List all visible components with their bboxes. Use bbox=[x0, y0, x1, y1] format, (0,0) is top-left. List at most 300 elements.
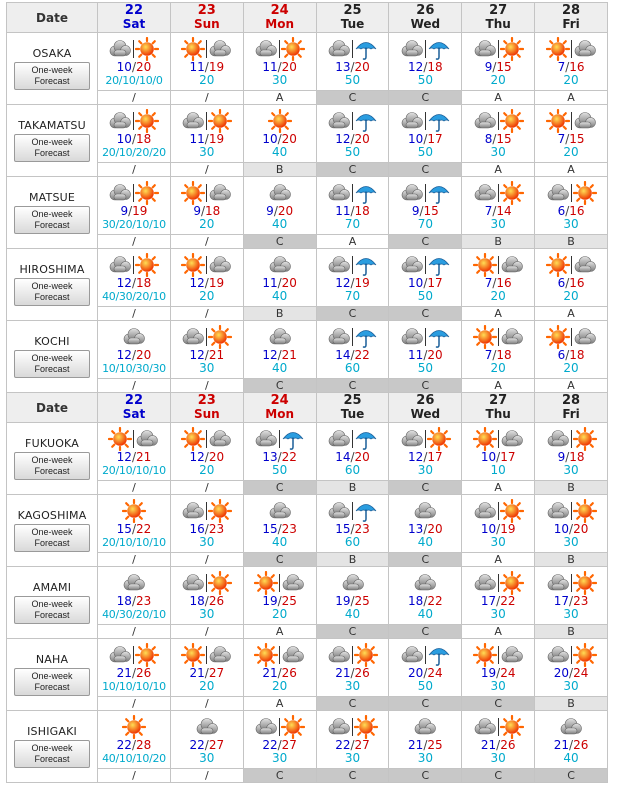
cloud-icon bbox=[473, 109, 497, 133]
button-label-line1: One-week bbox=[31, 455, 73, 465]
min-temp: 18 bbox=[408, 593, 424, 608]
temperature bbox=[98, 205, 170, 218]
temp-separator: / bbox=[496, 449, 501, 464]
temperature bbox=[317, 667, 389, 680]
cloud-icon bbox=[281, 643, 305, 667]
temperature bbox=[244, 595, 316, 608]
date-number: 22 bbox=[124, 3, 144, 18]
umbrella-icon bbox=[427, 37, 451, 61]
cloud-icon bbox=[546, 499, 570, 523]
button-label-line1: One-week bbox=[31, 671, 73, 681]
temp-separator: / bbox=[569, 737, 574, 752]
one-week-forecast-button-amami[interactable] bbox=[14, 596, 90, 624]
min-temp: 12 bbox=[116, 275, 132, 290]
max-temp: 20 bbox=[135, 59, 152, 74]
weather-icons bbox=[98, 427, 170, 451]
min-temp: 21 bbox=[116, 665, 132, 680]
temp-separator: / bbox=[350, 665, 355, 680]
reliability-cell: C bbox=[316, 697, 389, 711]
temp-separator: / bbox=[569, 521, 574, 536]
forecast-cell bbox=[389, 177, 462, 235]
min-temp: 10 bbox=[116, 59, 132, 74]
temperature bbox=[244, 133, 316, 146]
precip-probability: 50 bbox=[344, 144, 361, 159]
cloud-icon bbox=[573, 109, 597, 133]
max-temp: 23 bbox=[281, 521, 297, 536]
temperature bbox=[389, 595, 461, 608]
min-temp: 9 bbox=[266, 203, 274, 218]
date-header-day bbox=[389, 3, 462, 33]
precip-probability: 40 bbox=[344, 606, 361, 621]
weather-icons bbox=[98, 181, 170, 205]
reliability-cell: C bbox=[316, 91, 389, 105]
weather-icons bbox=[317, 181, 389, 205]
reliability-cell: / bbox=[170, 91, 243, 105]
forecast-cell bbox=[243, 639, 316, 697]
cloud-icon bbox=[400, 37, 424, 61]
min-temp: 12 bbox=[335, 131, 351, 146]
precip-probability: 30 bbox=[563, 606, 579, 621]
min-temp: 21 bbox=[408, 737, 424, 752]
sun-icon bbox=[135, 37, 159, 61]
weekday-name: Wed bbox=[410, 17, 441, 31]
max-temp: 21 bbox=[208, 347, 225, 362]
weekday-name: Mon bbox=[265, 17, 295, 31]
weather-icons bbox=[462, 37, 534, 61]
temp-separator: / bbox=[496, 521, 501, 536]
min-temp: 17 bbox=[480, 593, 497, 608]
reliability-cell: A bbox=[243, 625, 316, 639]
forecast-cell bbox=[98, 105, 171, 163]
one-week-forecast-button-kochi[interactable] bbox=[14, 350, 90, 378]
max-temp: 16 bbox=[569, 275, 585, 290]
one-week-forecast-button-fukuoka[interactable] bbox=[14, 452, 90, 480]
one-week-forecast-button-kagoshima[interactable] bbox=[14, 524, 90, 552]
reliability-row-ishigaki bbox=[7, 769, 608, 783]
icon-separator bbox=[425, 256, 426, 274]
forecast-cell bbox=[98, 177, 171, 235]
temp-separator: / bbox=[277, 593, 282, 608]
icon-separator bbox=[352, 184, 353, 202]
reliability-cell: A bbox=[243, 91, 316, 105]
min-temp: 21 bbox=[189, 665, 205, 680]
min-temp: 10 bbox=[116, 131, 132, 146]
cloud-icon bbox=[254, 715, 278, 739]
precip-probability: 40 bbox=[272, 144, 288, 159]
precip-probability: 50 bbox=[417, 144, 433, 159]
sun-icon bbox=[208, 109, 232, 133]
cloud-icon bbox=[208, 427, 232, 451]
temp-separator: / bbox=[204, 593, 209, 608]
umbrella-icon bbox=[427, 109, 451, 133]
one-week-forecast-button-takamatsu[interactable] bbox=[14, 134, 90, 162]
forecast-cell bbox=[462, 711, 535, 769]
city-cell bbox=[7, 639, 98, 711]
temperature bbox=[389, 349, 461, 362]
weather-icons bbox=[171, 715, 243, 739]
reliability-cell: B bbox=[243, 163, 316, 177]
sun-icon bbox=[500, 109, 524, 133]
forecast-cell bbox=[535, 423, 608, 481]
temperature bbox=[98, 739, 170, 752]
city-row-fukuoka bbox=[7, 423, 608, 481]
min-temp: 8 bbox=[484, 131, 493, 146]
precip-probability: 30 bbox=[199, 750, 215, 765]
max-temp: 20 bbox=[277, 203, 294, 218]
min-temp: 20 bbox=[553, 665, 570, 680]
cloud-icon bbox=[268, 325, 292, 349]
date-header-day bbox=[170, 393, 243, 423]
sun-icon bbox=[281, 715, 305, 739]
city-row-matsue bbox=[7, 177, 608, 235]
date-header-day bbox=[98, 393, 171, 423]
precip-probability: 50 bbox=[344, 72, 361, 87]
precip-probability: 20 bbox=[563, 72, 579, 87]
forecast-cell bbox=[316, 177, 389, 235]
sun-icon bbox=[573, 499, 597, 523]
umbrella-icon bbox=[354, 109, 378, 133]
icon-separator bbox=[498, 256, 499, 274]
temperature bbox=[244, 739, 316, 752]
cloud-icon bbox=[268, 181, 292, 205]
precip-probability: 20/10/10/10 bbox=[102, 535, 166, 549]
weather-icons bbox=[389, 37, 461, 61]
temp-separator: / bbox=[423, 737, 428, 752]
precip-probability: 30 bbox=[199, 606, 215, 621]
min-temp: 9 bbox=[411, 203, 420, 218]
forecast-cell bbox=[170, 249, 243, 307]
reliability-cell: C bbox=[243, 481, 316, 495]
min-temp: 12 bbox=[116, 347, 132, 362]
temperature bbox=[244, 349, 316, 362]
button-label-line1: One-week bbox=[31, 65, 73, 75]
weather-icons bbox=[98, 715, 170, 739]
sun-icon bbox=[546, 253, 570, 277]
reliability-cell: B bbox=[243, 307, 316, 321]
weekday-name: Fri bbox=[562, 17, 580, 31]
icon-separator bbox=[425, 40, 426, 58]
temp-separator: / bbox=[277, 59, 282, 74]
reliability-cell: C bbox=[316, 163, 389, 177]
temp-separator: / bbox=[569, 665, 574, 680]
temperature bbox=[171, 595, 243, 608]
reliability-cell: A bbox=[462, 163, 535, 177]
sun-icon bbox=[546, 109, 570, 133]
button-label-line2: Forecast bbox=[34, 754, 70, 764]
temperature bbox=[244, 205, 316, 218]
min-temp: 7 bbox=[484, 275, 493, 290]
max-temp: 18 bbox=[569, 449, 585, 464]
reliability-cell: C bbox=[389, 769, 462, 783]
temp-separator: / bbox=[350, 59, 355, 74]
cloud-icon bbox=[341, 571, 365, 595]
max-temp: 19 bbox=[354, 275, 370, 290]
one-week-forecast-button-hiroshima[interactable] bbox=[14, 278, 90, 306]
weather-icons bbox=[171, 643, 243, 667]
weather-icons bbox=[535, 715, 607, 739]
precip-probability: 40 bbox=[272, 534, 288, 549]
temp-separator: / bbox=[565, 275, 570, 290]
reliability-cell: A bbox=[462, 379, 535, 393]
min-temp: 19 bbox=[262, 593, 278, 608]
one-week-forecast-button-matsue[interactable] bbox=[14, 206, 90, 234]
weather-icons bbox=[462, 181, 534, 205]
reliability-cell: C bbox=[462, 769, 535, 783]
date-header-day bbox=[462, 3, 535, 33]
city-cell bbox=[7, 495, 98, 567]
max-temp: 20 bbox=[354, 131, 370, 146]
weather-icons bbox=[171, 427, 243, 451]
icon-separator bbox=[206, 184, 207, 202]
one-week-forecast-button-naha[interactable] bbox=[14, 668, 90, 696]
temp-separator: / bbox=[277, 737, 282, 752]
precip-probability: 30 bbox=[344, 678, 361, 693]
cloud-icon bbox=[195, 715, 219, 739]
weather-icons bbox=[244, 109, 316, 133]
cloud-icon bbox=[327, 37, 351, 61]
weather-icons bbox=[462, 715, 534, 739]
cloud-icon bbox=[181, 109, 205, 133]
temperature bbox=[317, 61, 389, 74]
sun-icon bbox=[181, 37, 205, 61]
reliability-cell: C bbox=[316, 625, 389, 639]
min-temp: 10 bbox=[553, 521, 570, 536]
temperature bbox=[389, 205, 461, 218]
temperature bbox=[171, 277, 243, 290]
reliability-cell: A bbox=[535, 307, 608, 321]
max-temp: 16 bbox=[569, 59, 585, 74]
weather-icons bbox=[244, 715, 316, 739]
temperature bbox=[171, 523, 243, 536]
sun-icon bbox=[208, 571, 232, 595]
cloud-icon bbox=[500, 253, 524, 277]
icon-separator bbox=[133, 184, 134, 202]
cloud-icon bbox=[473, 37, 497, 61]
weather-icons bbox=[171, 253, 243, 277]
temp-separator: / bbox=[565, 131, 570, 146]
forecast-cell bbox=[98, 423, 171, 481]
max-temp: 27 bbox=[354, 737, 370, 752]
umbrella-icon bbox=[354, 427, 378, 451]
max-temp: 28 bbox=[135, 737, 152, 752]
min-temp: 11 bbox=[408, 347, 424, 362]
cloud-icon bbox=[400, 427, 424, 451]
weather-icons bbox=[171, 37, 243, 61]
forecast-cell bbox=[243, 495, 316, 553]
forecast-cell bbox=[389, 495, 462, 553]
cloud-icon bbox=[400, 643, 424, 667]
city-row-hiroshima bbox=[7, 249, 608, 307]
city-name: AMAMI bbox=[32, 581, 72, 594]
precip-probability: 20 bbox=[490, 360, 506, 375]
date-header-day bbox=[243, 3, 316, 33]
date-number: 26 bbox=[416, 3, 435, 18]
forecast-cell bbox=[316, 495, 389, 553]
one-week-forecast-button-ishigaki[interactable] bbox=[14, 740, 90, 768]
sun-icon bbox=[181, 253, 205, 277]
sun-icon bbox=[573, 427, 597, 451]
reliability-cell: / bbox=[98, 769, 171, 783]
city-name: MATSUE bbox=[28, 191, 76, 204]
min-temp: 10 bbox=[262, 131, 278, 146]
temp-separator: / bbox=[350, 347, 355, 362]
reliability-cell: / bbox=[170, 625, 243, 639]
reliability-cell: A bbox=[316, 235, 389, 249]
icon-separator bbox=[571, 256, 572, 274]
sun-icon bbox=[546, 325, 570, 349]
precip-probability: 30 bbox=[344, 750, 361, 765]
reliability-cell: C bbox=[535, 769, 608, 783]
button-label-line1: One-week bbox=[31, 209, 73, 219]
temperature bbox=[244, 523, 316, 536]
reliability-cell: C bbox=[389, 553, 462, 567]
date-header-day bbox=[535, 393, 608, 423]
city-name: OSAKA bbox=[32, 47, 72, 60]
icon-separator bbox=[498, 184, 499, 202]
cloud-icon bbox=[122, 325, 146, 349]
forecast-cell bbox=[389, 423, 462, 481]
temperature bbox=[462, 277, 534, 290]
weather-icons bbox=[317, 37, 389, 61]
button-label-line1: One-week bbox=[31, 743, 73, 753]
sun-icon bbox=[473, 643, 497, 667]
reliability-cell: C bbox=[243, 769, 316, 783]
reliability-cell: / bbox=[170, 163, 243, 177]
icon-separator bbox=[498, 502, 499, 520]
forecast-cell bbox=[170, 423, 243, 481]
max-temp: 15 bbox=[569, 131, 585, 146]
weather-icons bbox=[462, 571, 534, 595]
umbrella-icon bbox=[354, 499, 378, 523]
precip-probability: 10/10/10/10 bbox=[102, 679, 166, 693]
icon-separator bbox=[498, 646, 499, 664]
icon-separator bbox=[206, 646, 207, 664]
min-temp: 20 bbox=[408, 665, 424, 680]
max-temp: 16 bbox=[496, 275, 512, 290]
cloud-icon bbox=[108, 109, 132, 133]
max-temp: 20 bbox=[427, 347, 443, 362]
weekday-name: Thu bbox=[485, 407, 511, 421]
date-number: 28 bbox=[562, 3, 581, 18]
cloud-icon bbox=[473, 181, 497, 205]
precip-probability: 50 bbox=[272, 462, 288, 477]
reliability-cell: C bbox=[389, 91, 462, 105]
forecast-cell bbox=[316, 639, 389, 697]
icon-separator bbox=[425, 430, 426, 448]
precip-probability: 20 bbox=[199, 462, 215, 477]
temperature bbox=[535, 739, 607, 752]
reliability-cell: / bbox=[98, 163, 171, 177]
precip-probability: 20 bbox=[272, 678, 288, 693]
weather-icons bbox=[244, 253, 316, 277]
date-number: 22 bbox=[124, 393, 144, 408]
umbrella-icon bbox=[427, 181, 451, 205]
button-label-line2: Forecast bbox=[34, 220, 70, 230]
max-temp: 25 bbox=[427, 737, 443, 752]
max-temp: 26 bbox=[208, 593, 225, 608]
temp-separator: / bbox=[492, 275, 497, 290]
reliability-cell: C bbox=[243, 379, 316, 393]
weather-icons bbox=[244, 37, 316, 61]
precip-probability: 60 bbox=[344, 534, 361, 549]
temp-separator: / bbox=[131, 737, 136, 752]
min-temp: 15 bbox=[116, 521, 132, 536]
button-label-line1: One-week bbox=[31, 353, 73, 363]
temp-separator: / bbox=[131, 593, 136, 608]
icon-separator bbox=[352, 646, 353, 664]
weather-icons bbox=[389, 643, 461, 667]
temperature bbox=[389, 451, 461, 464]
max-temp: 22 bbox=[135, 521, 152, 536]
temperature bbox=[535, 667, 607, 680]
icon-separator bbox=[133, 430, 134, 448]
reliability-cell: C bbox=[316, 379, 389, 393]
cloud-icon bbox=[327, 181, 351, 205]
forecast-cell bbox=[389, 249, 462, 307]
max-temp: 20 bbox=[281, 131, 297, 146]
cloud-icon bbox=[281, 571, 305, 595]
city-cell bbox=[7, 567, 98, 639]
reliability-cell: / bbox=[98, 697, 171, 711]
temp-separator: / bbox=[204, 521, 209, 536]
icon-separator bbox=[352, 328, 353, 346]
temperature bbox=[317, 595, 389, 608]
button-label-line2: Forecast bbox=[34, 76, 70, 86]
cloud-icon bbox=[181, 325, 205, 349]
reliability-cell: C bbox=[389, 697, 462, 711]
temp-separator: / bbox=[492, 347, 497, 362]
precip-probability: 40 bbox=[417, 606, 433, 621]
city-cell bbox=[7, 249, 98, 321]
temp-separator: / bbox=[131, 665, 136, 680]
temp-separator: / bbox=[277, 449, 282, 464]
sun-icon bbox=[500, 715, 524, 739]
max-temp: 17 bbox=[427, 131, 443, 146]
weather-icons bbox=[535, 643, 607, 667]
date-number: 27 bbox=[489, 393, 508, 408]
forecast-cell bbox=[389, 321, 462, 379]
min-temp: 19 bbox=[480, 665, 497, 680]
max-temp: 20 bbox=[573, 521, 589, 536]
icon-separator bbox=[206, 40, 207, 58]
reliability-row-fukuoka bbox=[7, 481, 608, 495]
temperature bbox=[317, 349, 389, 362]
temperature bbox=[244, 451, 316, 464]
forecast-cell bbox=[316, 321, 389, 379]
icon-separator bbox=[206, 256, 207, 274]
temperature bbox=[535, 595, 607, 608]
reliability-cell: / bbox=[170, 379, 243, 393]
min-temp: 10 bbox=[480, 521, 497, 536]
temperature bbox=[389, 133, 461, 146]
city-name: ISHIGAKI bbox=[27, 725, 77, 738]
icon-separator bbox=[571, 184, 572, 202]
min-temp: 15 bbox=[262, 521, 278, 536]
max-temp: 27 bbox=[281, 737, 297, 752]
city-cell bbox=[7, 321, 98, 393]
reliability-row-hiroshima bbox=[7, 307, 608, 321]
cloud-icon bbox=[327, 499, 351, 523]
weather-icons bbox=[462, 253, 534, 277]
sun-icon bbox=[473, 325, 497, 349]
cloud-icon bbox=[413, 715, 437, 739]
date-number: 27 bbox=[489, 3, 508, 18]
cloud-icon bbox=[108, 643, 132, 667]
one-week-forecast-button-osaka[interactable] bbox=[14, 62, 90, 90]
temp-separator: / bbox=[204, 59, 209, 74]
min-temp: 22 bbox=[116, 737, 132, 752]
weather-icons bbox=[317, 253, 389, 277]
